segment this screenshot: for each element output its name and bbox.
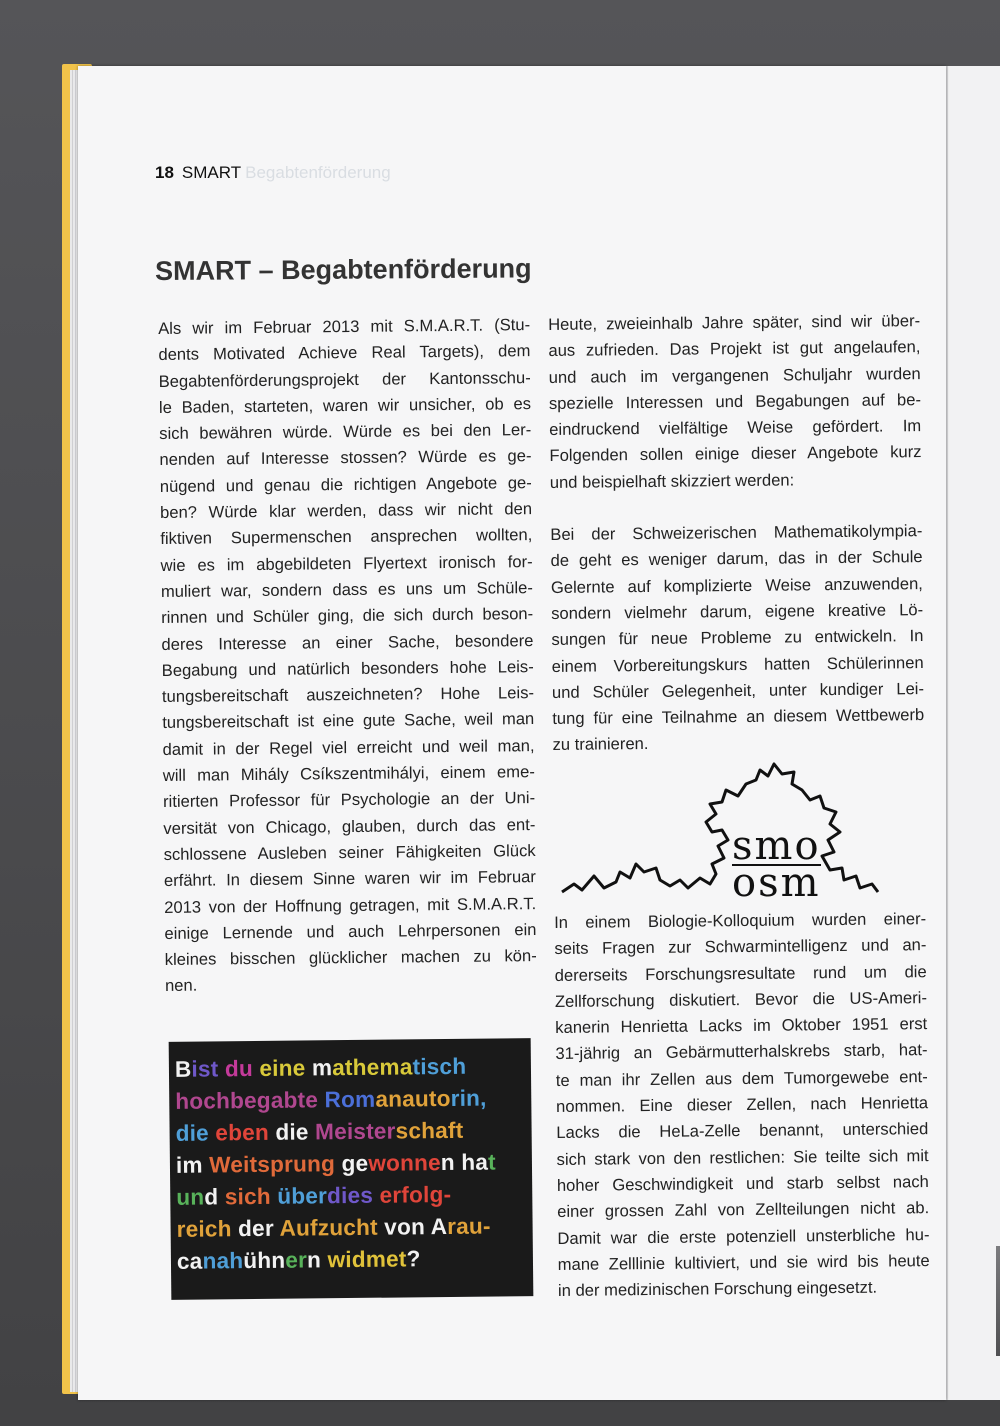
text-line: und beispielhaft skizziert werden:: [549, 470, 795, 492]
flyer-word: widmet: [327, 1246, 407, 1273]
flyer-word: im: [175, 1152, 210, 1178]
flyer-word: von: [384, 1214, 431, 1240]
flyer-word: über: [277, 1183, 328, 1209]
text-line: nommen. Eine dieser Zellen, nach Henrietta: [555, 1093, 929, 1117]
text-line: will man Mihály Csíkszentmihályi, einem eme-: [162, 762, 535, 786]
flyer-word: athema: [332, 1054, 413, 1081]
flyer-line: [175, 1114, 531, 1150]
text-line: Heute, zweieinhalb Jahre später, sind wir über-: [548, 311, 921, 334]
text-line: erfährt. In diesem Sinne waren wir im Februar: [163, 867, 536, 891]
text-line: Folgenden sollen einige dieser Angebote kurz: [549, 442, 922, 466]
flyer-word: Meister: [314, 1118, 396, 1145]
text-line: nenden auf Interesse stossen? Würde es ge-: [159, 446, 532, 470]
text-line: kleines bisschen glücklicher machen zu kön-: [164, 946, 537, 970]
text-line: dererseits Forschungsresultate rund um die: [554, 961, 927, 985]
right-column: [548, 308, 925, 759]
text-line: In einem Biologie-Kolloquium wurden einer-: [554, 909, 927, 932]
text-line: tung für eine Teilnahme an diesem Wettbewerb: [552, 705, 925, 729]
flyer-word: reich: [176, 1216, 239, 1242]
flyer-line: [175, 1082, 531, 1118]
flyer-word: ca: [176, 1248, 203, 1274]
text-line: sondern vielmehr darum, eigene kreative Lö-: [551, 600, 924, 623]
text-line: 31-jährig an Gebärmutterhalskrebs starb, hat-: [555, 1040, 928, 1064]
flyer-word: rau-: [447, 1213, 491, 1239]
text-line: zu trainieren.: [552, 734, 649, 755]
flyer-word: hochbegabte: [175, 1087, 325, 1114]
flyer-word: der: [237, 1215, 280, 1242]
flyer-word: schaft: [395, 1117, 464, 1144]
flyer-word: erfolg-: [379, 1181, 452, 1208]
running-head: [155, 163, 391, 183]
flyer-word: Rom: [324, 1086, 376, 1113]
text-line: schlossene Ausleben seiner Fähigkeiten Glück: [163, 841, 536, 864]
text-line: und Schüler Gelegenheit, unter kundiger Lei-: [551, 678, 925, 702]
text-line: dents Motivated Achieve Real Targets), dem: [158, 341, 531, 365]
koch-snowflake-icon: [560, 760, 890, 906]
text-line: wie es im abgebildeten Flyertext ironisch for-: [160, 551, 533, 575]
text-line: ben? Würde klar werden, dass wir nicht den: [159, 499, 533, 523]
flyer-word: n: [306, 1247, 328, 1273]
text-line: Begabtenförderungsprojekt der Kantonsschu-: [158, 367, 531, 391]
flyer-word: ist: [191, 1056, 226, 1082]
paragraph-biology-colloquium: [554, 906, 930, 1304]
text-line: sungen für neue Probleme zu entwickeln. In: [551, 626, 924, 650]
flyer-word: eben: [215, 1119, 276, 1146]
text-line: kanerin Henrietta Lacks im Oktober 1951 erst: [555, 1014, 928, 1038]
text-line: nügend und genau die richtigen Angebote ge-: [159, 472, 532, 496]
flyer-word: A: [430, 1213, 448, 1240]
next-page-edge: [946, 66, 1000, 1400]
flyer-word: wonne: [368, 1150, 441, 1176]
flyer-word: eine: [259, 1055, 313, 1081]
next-page-photo: [996, 1246, 1000, 1356]
text-line: hoher Geschwindigkeit und starb selbst nach: [556, 1172, 929, 1195]
text-line: aus zufrieden. Das Projekt ist gut angelaufen,: [548, 337, 921, 361]
flyer-word: du: [224, 1055, 260, 1082]
text-line: seits Fragen zur Schwarmintelligenz und an-: [554, 935, 927, 959]
page-number: 18: [155, 163, 174, 182]
text-line: Zellforschung diskutiert. Bevor die US-Ameri-: [554, 987, 928, 1011]
text-line: Damit war die erste potenziell unsterbliche hu-: [557, 1224, 930, 1248]
flyer-word: ?: [406, 1246, 421, 1272]
flyer-word: sich: [224, 1183, 278, 1210]
text-line: sich bewähren würde. Würde es bei den Ler-: [159, 420, 532, 444]
text-line: Als wir im Februar 2013 mit S.M.A.R.T. (Stu-: [158, 315, 531, 338]
flyer-word: n ha: [440, 1149, 489, 1176]
text-line: Lacks die HeLa-Zelle benannt, unterschied: [556, 1119, 929, 1143]
flyer-word: Weitsprung: [209, 1151, 342, 1178]
text-line: rinnen und Schüler ging, die sich durch beson-: [161, 604, 534, 628]
text-line: damit in der Regel viel erreicht und weil man,: [162, 735, 535, 759]
text-line: muliert war, sondern dass es uns um Schüle-: [160, 578, 533, 601]
flyer-word: die: [275, 1119, 316, 1145]
text-line: te man ihr Zellen aus dem Tumorgewebe ent-: [555, 1066, 928, 1090]
text-line: versität von Chicago, glauben, durch das ent-: [163, 814, 536, 838]
flyer-line: [175, 1050, 531, 1086]
flyer-word: B: [174, 1056, 192, 1082]
text-line: einer grossen Zahl von Zellteilungen nicht ab.: [557, 1198, 930, 1222]
logo-osm-text: osm: [732, 860, 821, 906]
flyer-line: [176, 1146, 532, 1182]
text-line: sich stark von den restlichen: Sie teilte sich mit: [556, 1145, 929, 1169]
flyer-word: tisch: [412, 1053, 467, 1080]
text-line: Gelernte auf komplizierte Weise anzuwenden,: [550, 573, 923, 597]
text-line: ritierten Professor für Psychologie an der Uni-: [162, 788, 536, 812]
logo-smo-text: smo: [732, 823, 821, 869]
text-line: fiktiven Supermenschen ansprechen wollten,: [160, 525, 533, 549]
text-line: Begabung und natürlich besonders hohe Leis-: [161, 656, 534, 680]
flyer-word: ge: [341, 1150, 369, 1177]
flyer-text: [175, 1050, 533, 1278]
flyer-word: rin,: [450, 1085, 487, 1111]
flyer-word: dies: [326, 1182, 380, 1209]
flyer-box: [169, 1038, 534, 1300]
flyer-word: m: [311, 1055, 333, 1081]
flyer-word: er: [285, 1247, 308, 1273]
text-line: tungsbereitschaft ist eine gute Sache, weil man: [162, 709, 535, 733]
left-column: [158, 312, 537, 1000]
flyer-word: anauto: [375, 1085, 451, 1112]
flyer-line: [176, 1210, 532, 1246]
right-column-bottom: [554, 906, 930, 1304]
running-head-section: SMART: [181, 163, 242, 182]
flyer-word: t: [487, 1149, 496, 1175]
flyer-word: Aufzucht: [279, 1214, 385, 1241]
text-line: spezielle Interessen und Begabungen auf be-: [548, 389, 922, 413]
text-line: mane Zelllinie kultiviert, und sie wird bis heute: [557, 1250, 930, 1274]
text-line: tungsbereitschaft auszeichneten? Hohe Leis-: [161, 683, 535, 707]
flyer-word: ühn: [243, 1247, 286, 1274]
paragraph-intro: [548, 308, 922, 496]
text-line: einige Lernende und auch Lehrpersonen ein: [164, 919, 537, 943]
flyer-word: un: [176, 1184, 205, 1210]
text-line: nen.: [164, 976, 198, 996]
article-title: SMART – Begabtenförderung: [155, 253, 532, 286]
flyer-word: die: [175, 1120, 216, 1146]
text-line: de geht es weniger darum, das in der Schule: [550, 547, 923, 571]
paragraph-math-olympiad: [550, 518, 924, 759]
flyer-line: [176, 1178, 532, 1214]
text-line: in der medizinischen Forschung eingesetzt.: [557, 1277, 878, 1301]
text-line: 2013 von der Hoffnung getragen, mit S.M.A.R.T.: [164, 893, 537, 917]
text-line: und auch im vergangenen Schuljahr wurden: [548, 363, 921, 387]
text-line: le Baden, starteten, waren wir unsicher, ob es: [158, 393, 532, 417]
text-line: eindruckend vielfältige Weise gefördert. Im: [549, 416, 922, 440]
smo-osm-logo: [560, 760, 890, 906]
text-line: einem Vorbereitungskurs hatten Schülerinnen: [551, 652, 924, 676]
flyer-line: [177, 1242, 533, 1278]
flyer-word: nah: [202, 1248, 244, 1274]
text-line: deres Interesse an einer Sache, besondere: [161, 630, 534, 654]
flyer-word: d: [204, 1184, 225, 1210]
running-head-ghost: Begabtenförderung: [245, 163, 391, 182]
text-line: Bei der Schweizerischen Mathematikolympia-: [550, 521, 923, 545]
